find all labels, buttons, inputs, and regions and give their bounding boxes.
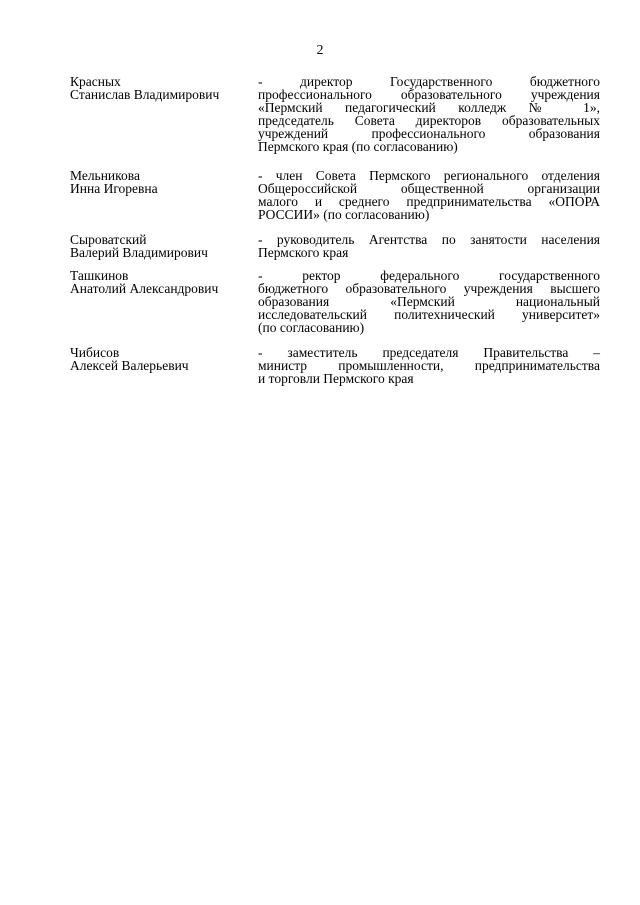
position-line: образования «Пермский национальный — [258, 294, 600, 309]
position-line: Общероссийской общественной организации — [258, 181, 600, 196]
member-position — [258, 75, 600, 169]
member-position — [258, 346, 600, 386]
position-line: «Пермский педагогический колледж № 1», — [258, 100, 600, 115]
member-given-name: Инна Игоревна — [70, 181, 158, 196]
position-line: малого и среднего предпринимательства «ОПОРА — [258, 194, 600, 209]
member-name — [70, 346, 258, 386]
position-line: - руководитель Агентства по занятости населения — [258, 232, 600, 247]
member-given-name: Станислав Владимирович — [70, 87, 220, 102]
page-number: 2 — [316, 43, 324, 58]
position-line: бюджетного образовательного учреждения высшего — [258, 281, 600, 296]
position-line: - ректор федерального государственного — [258, 268, 600, 283]
position-line: - член Совета Пермского регионального отделения — [258, 168, 600, 183]
position-line: учреждений профессионального образования — [258, 126, 600, 141]
member-entry — [70, 75, 600, 169]
position-line: (по согласованию) — [258, 320, 365, 335]
position-line: и торговли Пермского края — [258, 371, 414, 386]
member-given-name: Анатолий Александрович — [70, 281, 219, 296]
member-surname: Ташкинов — [70, 268, 129, 283]
member-surname: Красных — [70, 74, 121, 89]
member-given-name: Алексей Валерьевич — [70, 358, 189, 373]
position-line: РОССИИ» (по согласованию) — [258, 207, 430, 222]
member-position — [258, 233, 600, 269]
member-surname: Чибисов — [70, 345, 120, 360]
position-line: министр промышленности, предпринимательства — [258, 358, 600, 373]
member-entry — [70, 169, 600, 233]
member-name — [70, 233, 258, 269]
position-line: профессионального образовательного учреждения — [258, 87, 600, 102]
members-list — [70, 75, 600, 386]
member-name — [70, 75, 258, 169]
position-line: исследовательский политехнический университет» — [258, 307, 600, 322]
position-line: Пермского края (по согласованию) — [258, 139, 458, 154]
member-entry — [70, 346, 600, 386]
member-given-name: Валерий Владимирович — [70, 245, 208, 260]
member-surname: Сыроватский — [70, 232, 147, 247]
member-name — [70, 169, 258, 233]
member-position — [258, 269, 600, 346]
position-line: - заместитель председателя Правительства – — [258, 345, 600, 360]
member-name — [70, 269, 258, 346]
member-surname: Мельникова — [70, 168, 140, 183]
member-entry — [70, 269, 600, 346]
position-line: председатель Совета директоров образовательных — [258, 113, 600, 128]
position-line: Пермского края — [258, 245, 349, 260]
position-line: - директор Государственного бюджетного — [258, 74, 600, 89]
member-entry — [70, 233, 600, 269]
member-position — [258, 169, 600, 233]
